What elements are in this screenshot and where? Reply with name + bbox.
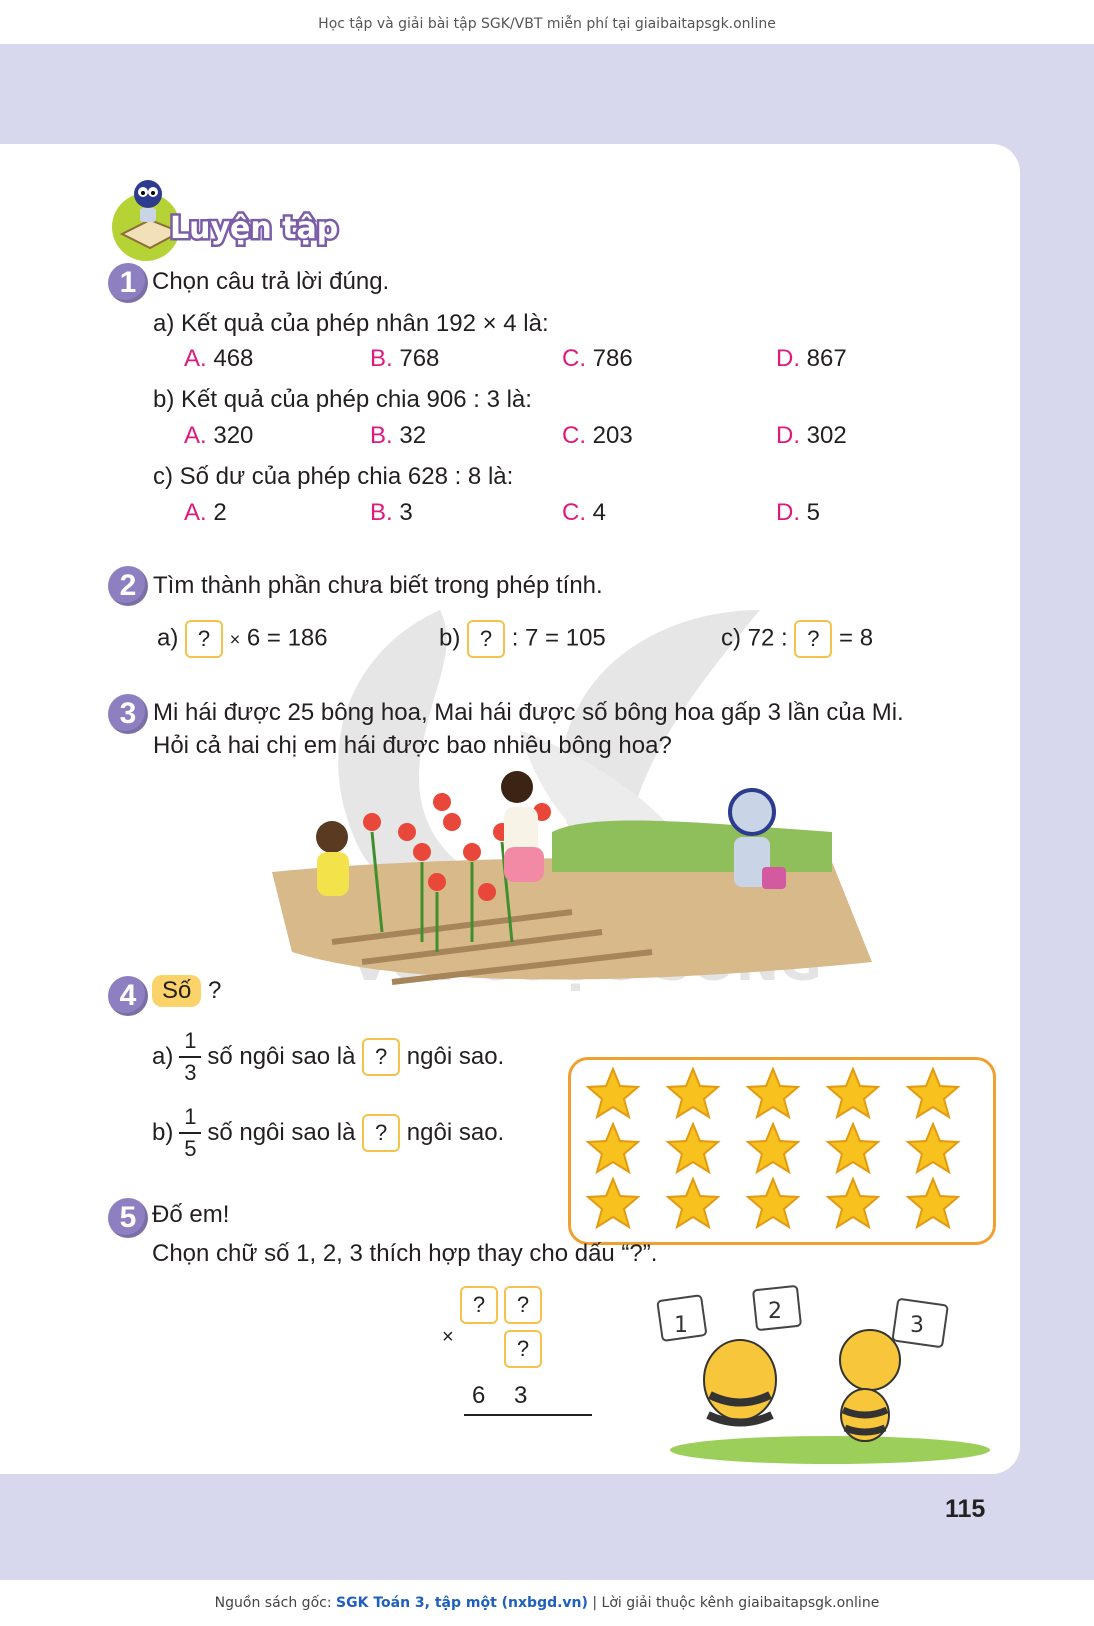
bees-illustration: [660, 1300, 990, 1465]
source-link[interactable]: SGK Toán 3, tập một (nxbgd.vn): [336, 1595, 588, 1611]
so-badge: Số: [152, 975, 201, 1007]
multiplication-puzzle: [442, 1292, 606, 1466]
q1-c-option-c[interactable]: C. 4: [562, 499, 607, 526]
q4-a-answer-box[interactable]: ?: [362, 1038, 400, 1076]
star-icon: [665, 1066, 721, 1122]
result-digit-tens: 6: [472, 1382, 486, 1409]
q1-b-option-d[interactable]: D. 302: [776, 422, 847, 449]
puzzle-result-line: [464, 1414, 592, 1416]
bee-sign-1: 1: [674, 1313, 688, 1338]
question-5-title: Đố em!: [152, 1201, 230, 1228]
q1-b-option-a[interactable]: A. 320: [184, 422, 254, 449]
question-3-line-1: Mi hái được 25 bông hoa, Mai hái được số bông hoa gấp 3 lần của Mi.: [153, 699, 904, 726]
question-5-instruction: Chọn chữ số 1, 2, 3 thích hợp thay cho dấu “?”.: [152, 1240, 658, 1267]
star-icon: [665, 1121, 721, 1177]
star-icon: [745, 1066, 801, 1122]
puzzle-box-multiplier[interactable]: ?: [504, 1330, 542, 1368]
question-3-line-2: Hỏi cả hai chị em hái được bao nhiêu bông hoa?: [153, 732, 672, 759]
star-icon: [745, 1121, 801, 1177]
q1-c-option-b[interactable]: B. 3: [370, 499, 413, 526]
stars-panel: [568, 1057, 996, 1245]
q1-part-b-label: b) Kết quả của phép chia 906 : 3 là:: [153, 386, 532, 413]
puzzle-box-tens[interactable]: ?: [460, 1286, 498, 1324]
q2-part-c: c) 72 : ? = 8: [721, 620, 873, 658]
q1-b-option-c[interactable]: C. 203: [562, 422, 633, 449]
puzzle-box-ones[interactable]: ?: [504, 1286, 542, 1324]
star-icon: [905, 1176, 961, 1232]
question-2-number: 2: [108, 566, 148, 606]
star-icon: [585, 1121, 641, 1177]
star-icon: [905, 1121, 961, 1177]
q4-part-a: a) $\frac{1}{3}$ số ngôi sao là ? ngôi sao.: [152, 1026, 504, 1088]
q2-c-answer-box[interactable]: ?: [794, 620, 832, 658]
q2-a-answer-box[interactable]: ?: [185, 620, 223, 658]
star-icon: [585, 1066, 641, 1122]
q1-part-c-label: c) Số dư của phép chia 628 : 8 là:: [153, 463, 514, 490]
bee-sign-2: 2: [768, 1299, 782, 1324]
section-title: Luyện tập: [170, 211, 339, 246]
question-3-number: 3: [108, 694, 148, 734]
question-1-title: Chọn câu trả lời đúng.: [152, 268, 390, 295]
bee-sign-3: 3: [910, 1313, 924, 1338]
fraction-one-fifth: $\frac{1}{5}$: [179, 1102, 201, 1164]
bottom-banner: Nguồn sách gốc: SGK Toán 3, tập một (nxbgd.vn) | Lời giải thuộc kênh giaibaitapsgk.online: [214, 1595, 880, 1611]
star-icon: [745, 1176, 801, 1232]
flower-garden-illustration: [272, 792, 892, 992]
top-banner: Học tập và giải bài tập SGK/VBT miễn phí tại giaibaitapsgk.online: [318, 16, 776, 32]
q2-part-b: b) ? : 7 = 105: [439, 620, 606, 658]
q2-b-answer-box[interactable]: ?: [467, 620, 505, 658]
q1-c-option-d[interactable]: D. 5: [776, 499, 821, 526]
q1-a-option-d[interactable]: D. 867: [776, 345, 847, 372]
q2-part-a: a) ? × 6 = 186: [157, 620, 328, 658]
q1-b-option-b[interactable]: B. 32: [370, 422, 427, 449]
star-icon: [905, 1066, 961, 1122]
q1-part-a-label: a) Kết quả của phép nhân 192 × 4 là:: [153, 310, 549, 337]
star-icon: [825, 1121, 881, 1177]
star-icon: [585, 1176, 641, 1232]
question-2-title: Tìm thành phần chưa biết trong phép tính.: [153, 572, 603, 599]
result-digit-ones: 3: [514, 1382, 528, 1409]
q1-c-option-a[interactable]: A. 2: [184, 499, 227, 526]
luyen-tap-logo: [110, 172, 339, 262]
question-4-title: Số ?: [152, 975, 221, 1007]
question-4-number: 4: [108, 976, 148, 1016]
question-5-number: 5: [108, 1198, 148, 1238]
times-sign: ×: [442, 1326, 454, 1348]
star-icon: [825, 1176, 881, 1232]
q4-part-b: b) $\frac{1}{5}$ số ngôi sao là ? ngôi sao.: [152, 1102, 504, 1164]
fraction-one-third: $\frac{1}{3}$: [179, 1026, 201, 1088]
q4-b-answer-box[interactable]: ?: [362, 1114, 400, 1152]
q1-a-option-a[interactable]: A. 468: [184, 345, 254, 372]
page-number: 115: [945, 1495, 986, 1523]
q1-a-option-b[interactable]: B. 768: [370, 345, 440, 372]
star-icon: [825, 1066, 881, 1122]
question-1-number: 1: [108, 263, 148, 303]
q1-a-option-c[interactable]: C. 786: [562, 345, 633, 372]
star-icon: [665, 1176, 721, 1232]
